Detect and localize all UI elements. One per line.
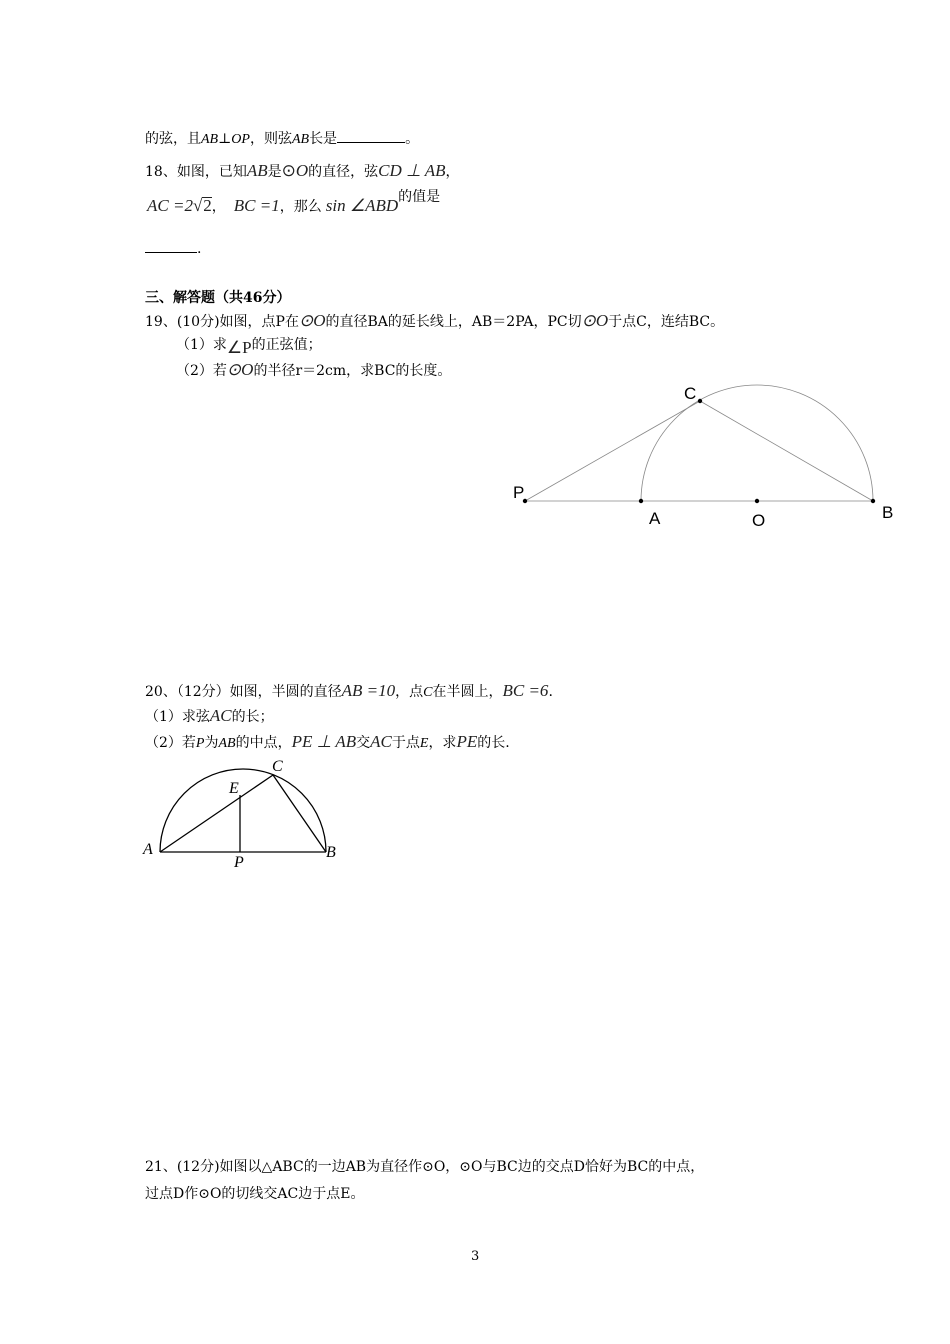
q20-text-a: 20、（12分）如图，半圆的直径 <box>145 684 342 700</box>
q20-bc-eq: BC =6 <box>502 681 549 700</box>
q17-op: OP <box>231 132 250 147</box>
q20-part2 <box>145 732 510 752</box>
q19-part1 <box>176 334 322 357</box>
q18-value-is: 的值是 <box>398 189 441 205</box>
q18-is: 是 <box>267 164 282 180</box>
q19-line-cb <box>700 401 873 501</box>
q19-circle-o3: ⊙O <box>226 360 254 379</box>
q17-suffix: 长是 <box>309 131 338 147</box>
q18-cd-perp-ab: CD ⊥ AB <box>378 161 446 180</box>
q19-text-a: 19、(10分)如图，点P在 <box>145 314 299 330</box>
q20-line1 <box>145 681 553 701</box>
q18-answer-blank <box>145 238 197 253</box>
q20-c: C <box>423 685 433 700</box>
q21-line1: 21、(12分)如图以△ABC的一边AB为直径作⊙O，⊙O与BC边的交点D恰好为BC的中点， <box>145 1159 705 1175</box>
q19-p2-b: 的半径r＝2cm，求BC的长度。 <box>253 363 452 379</box>
q19-circle-o: ⊙O <box>298 311 326 330</box>
q19-angle-p: ∠P <box>226 338 252 357</box>
q20-semicircle <box>160 769 326 852</box>
q19-figure <box>505 378 905 538</box>
q20-p2-c: 的中点， <box>235 735 292 751</box>
q18-line3 <box>145 238 201 257</box>
q20-p1-b: 的长； <box>231 709 274 725</box>
sqrt-icon: √ <box>192 196 203 215</box>
section-3-title: 三、解答题（共46分） <box>145 290 291 306</box>
q18-ab: AB <box>246 161 268 180</box>
q18-bc-eq: BC =1 <box>233 196 280 215</box>
q18-sin-expr: sin ∠ABD <box>325 196 399 215</box>
q20-label-p: P <box>234 854 244 871</box>
q20-chord-ac <box>160 775 273 852</box>
q19-point-c <box>698 399 702 403</box>
q19-label-p: P <box>513 483 525 502</box>
q19-point-o <box>755 499 759 503</box>
q20-text-c: 在半圆上， <box>432 684 503 700</box>
q18-sep2: ，那么 <box>279 199 322 215</box>
q19-p1-a: （1）求 <box>176 337 227 353</box>
q20-ab: AB <box>218 736 236 751</box>
q20-part1 <box>145 706 274 726</box>
q18-period: . <box>197 241 202 257</box>
q19-text-b: 的直径BA的延长线上，AB＝2PA，PC切 <box>325 314 582 330</box>
q20-pe: PE <box>456 732 478 751</box>
q17-ab2: AB <box>291 132 310 147</box>
q20-figure <box>138 755 348 875</box>
q19-part2 <box>176 360 451 380</box>
q20-e: E <box>419 736 429 751</box>
q20-label-e: E <box>229 780 239 797</box>
q20-text-b: ，点 <box>395 684 424 700</box>
q20-chord-cb <box>273 775 326 852</box>
q20-text-d: . <box>548 684 553 700</box>
q20-p: P <box>195 736 205 751</box>
q20-ac2: AC <box>370 732 392 751</box>
q17-answer-blank <box>337 128 405 143</box>
q18-o: O <box>295 161 309 180</box>
q18-comma: ， <box>445 164 460 180</box>
q19-label-b: B <box>882 503 894 522</box>
circle-o-symbol: ⊙ <box>281 161 296 180</box>
q17-prefix: 的弦，且 <box>145 131 201 147</box>
q18-number: 18、如图，已知 <box>145 164 247 180</box>
q19-point-a <box>639 499 643 503</box>
q18-diameter: 的直径，弦 <box>308 164 379 180</box>
q18-sqrt-value: 2 <box>203 196 212 215</box>
q20-label-a: A <box>143 841 153 858</box>
q18-sep1: ， <box>211 199 226 215</box>
q19-label-c: C <box>684 384 697 403</box>
q20-ac: AC <box>209 706 232 725</box>
q20-p2-f: ，求 <box>428 735 457 751</box>
q17-ab: AB <box>201 132 219 147</box>
q20-ab-eq: AB =10 <box>341 681 396 700</box>
q19-p2-a: （2）若 <box>176 363 227 379</box>
q19-line1 <box>145 311 724 331</box>
q18-line1 <box>145 161 460 181</box>
q17-tail-line <box>145 128 419 148</box>
q19-label-o: O <box>752 511 766 530</box>
q19-semicircle <box>641 385 873 501</box>
q19-text-c: 于点C，连结BC。 <box>608 314 725 330</box>
q20-label-c: C <box>272 758 283 775</box>
q19-circle-o2: ⊙O <box>581 311 609 330</box>
q20-p2-b: 为 <box>204 735 219 751</box>
q17-end: 。 <box>405 131 420 147</box>
q17-perp: ⊥ <box>218 131 232 147</box>
q20-p2-g: 的长. <box>477 735 510 751</box>
q18-ac-eq: AC =2 <box>147 196 193 215</box>
q17-mid: ，则弦 <box>249 131 292 147</box>
q20-p2-a: （2）若 <box>145 735 196 751</box>
q19-p1-b: 的正弦值； <box>251 337 322 353</box>
q20-p2-e: 于点 <box>391 735 420 751</box>
q19-label-a: A <box>649 509 661 528</box>
q20-p1-a: （1）求弦 <box>145 709 210 725</box>
page-number: 3 <box>471 1249 480 1264</box>
q20-pe-perp-ab: PE ⊥ AB <box>291 732 357 751</box>
q19-line-pc <box>525 401 700 501</box>
q20-p2-d: 交 <box>356 735 371 751</box>
q19-point-b <box>871 499 875 503</box>
q21-line2: 过点D作⊙O的切线交AC边于点E。 <box>145 1186 365 1202</box>
q20-label-b: B <box>326 844 336 861</box>
q18-line2 <box>147 189 441 216</box>
